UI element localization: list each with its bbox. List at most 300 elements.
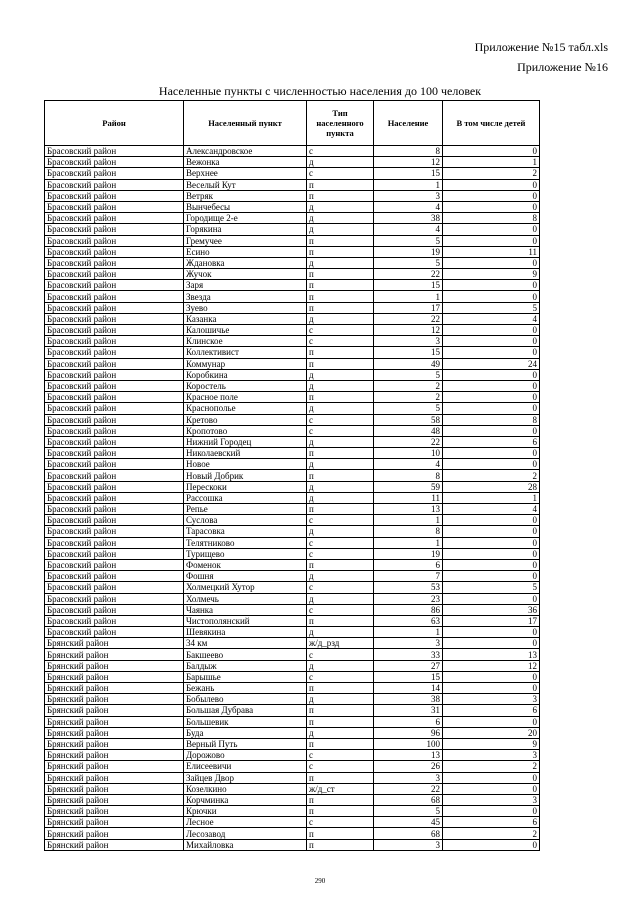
type-cell: п <box>307 794 374 805</box>
children-cell: 0 <box>443 280 540 291</box>
type-cell: с <box>307 168 374 179</box>
population-cell: 14 <box>374 683 443 694</box>
type-cell: д <box>307 157 374 168</box>
attachment-label: Приложение №16 <box>517 60 608 74</box>
table-row <box>45 425 540 436</box>
settlement-cell: Новый Добрик <box>184 470 307 481</box>
district-cell: Брянский район <box>45 638 184 649</box>
settlement-cell: Есино <box>184 246 307 257</box>
children-cell: 0 <box>443 459 540 470</box>
district-cell: Брасовский район <box>45 604 184 615</box>
district-cell: Брасовский район <box>45 257 184 268</box>
district-cell: Брасовский район <box>45 157 184 168</box>
district-cell: Брасовский район <box>45 358 184 369</box>
population-cell: 38 <box>374 694 443 705</box>
district-cell: Брасовский район <box>45 537 184 548</box>
children-cell: 13 <box>443 649 540 660</box>
population-cell: 22 <box>374 269 443 280</box>
table-row <box>45 537 540 548</box>
table-row <box>45 213 540 224</box>
population-cell: 31 <box>374 705 443 716</box>
district-cell: Брянский район <box>45 783 184 794</box>
children-cell: 0 <box>443 291 540 302</box>
settlement-cell: Корчминка <box>184 794 307 805</box>
type-cell: д <box>307 694 374 705</box>
type-cell: с <box>307 537 374 548</box>
children-cell: 0 <box>443 571 540 582</box>
settlement-cell: Красное поле <box>184 392 307 403</box>
type-cell: п <box>307 392 374 403</box>
children-cell: 0 <box>443 235 540 246</box>
population-cell: 5 <box>374 806 443 817</box>
settlement-cell: Фошня <box>184 571 307 582</box>
table-row <box>45 593 540 604</box>
population-cell: 49 <box>374 358 443 369</box>
children-cell: 6 <box>443 705 540 716</box>
district-cell: Брасовский район <box>45 448 184 459</box>
table-row <box>45 414 540 425</box>
table-row <box>45 828 540 839</box>
settlement-cell: Клинское <box>184 336 307 347</box>
table-row <box>45 190 540 201</box>
type-cell: д <box>307 593 374 604</box>
table-row <box>45 358 540 369</box>
population-cell: 68 <box>374 828 443 839</box>
table-row <box>45 459 540 470</box>
population-cell: 5 <box>374 403 443 414</box>
children-cell: 0 <box>443 627 540 638</box>
table-row <box>45 772 540 783</box>
page-number: 290 <box>314 877 326 885</box>
population-cell: 8 <box>374 470 443 481</box>
table-row <box>45 660 540 671</box>
table-row <box>45 448 540 459</box>
settlement-cell: Большевик <box>184 716 307 727</box>
children-cell: 4 <box>443 313 540 324</box>
children-cell: 1 <box>443 157 540 168</box>
population-cell: 12 <box>374 157 443 168</box>
settlement-cell: Ждановка <box>184 257 307 268</box>
district-cell: Брасовский район <box>45 302 184 313</box>
children-cell: 0 <box>443 201 540 212</box>
population-cell: 2 <box>374 380 443 391</box>
population-cell: 6 <box>374 716 443 727</box>
district-cell: Брасовский район <box>45 559 184 570</box>
population-cell: 5 <box>374 369 443 380</box>
type-cell: д <box>307 727 374 738</box>
children-cell: 36 <box>443 604 540 615</box>
district-cell: Брянский район <box>45 794 184 805</box>
table-row <box>45 369 540 380</box>
settlement-cell: Суслова <box>184 515 307 526</box>
type-cell: п <box>307 280 374 291</box>
type-cell: д <box>307 660 374 671</box>
children-cell: 0 <box>443 671 540 682</box>
children-cell: 0 <box>443 772 540 783</box>
settlement-cell: Жучок <box>184 269 307 280</box>
district-cell: Брянский район <box>45 828 184 839</box>
children-cell: 6 <box>443 817 540 828</box>
table-row <box>45 738 540 749</box>
settlement-cell: Вынчебесы <box>184 201 307 212</box>
type-cell: п <box>307 683 374 694</box>
type-cell: д <box>307 627 374 638</box>
settlement-cell: Тарасовка <box>184 526 307 537</box>
district-cell: Брянский район <box>45 694 184 705</box>
children-cell: 0 <box>443 369 540 380</box>
children-cell: 6 <box>443 436 540 447</box>
district-cell: Брасовский район <box>45 146 184 157</box>
district-cell: Брянский район <box>45 738 184 749</box>
settlement-cell: Крючки <box>184 806 307 817</box>
district-cell: Брасовский район <box>45 380 184 391</box>
type-cell: д <box>307 213 374 224</box>
children-cell: 3 <box>443 794 540 805</box>
settlement-cell: Александровское <box>184 146 307 157</box>
type-cell: с <box>307 425 374 436</box>
population-cell: 8 <box>374 146 443 157</box>
column-header-type: Тип населенного пункта <box>307 101 374 146</box>
table-row <box>45 839 540 850</box>
population-cell: 4 <box>374 224 443 235</box>
type-cell: п <box>307 448 374 459</box>
district-cell: Брасовский район <box>45 224 184 235</box>
settlement-cell: Ветряк <box>184 190 307 201</box>
type-cell: д <box>307 481 374 492</box>
district-cell: Брасовский район <box>45 291 184 302</box>
district-cell: Брасовский район <box>45 459 184 470</box>
population-cell: 86 <box>374 604 443 615</box>
children-cell: 0 <box>443 548 540 559</box>
type-cell: п <box>307 302 374 313</box>
children-cell: 5 <box>443 582 540 593</box>
table-row <box>45 257 540 268</box>
population-cell: 6 <box>374 559 443 570</box>
table-row <box>45 325 540 336</box>
district-cell: Брасовский район <box>45 436 184 447</box>
population-cell: 59 <box>374 481 443 492</box>
column-header-population: Население <box>374 101 443 146</box>
district-cell: Брасовский район <box>45 504 184 515</box>
type-cell: с <box>307 515 374 526</box>
district-cell: Брянский район <box>45 761 184 772</box>
population-cell: 19 <box>374 548 443 559</box>
table-row <box>45 492 540 503</box>
district-cell: Брянский район <box>45 705 184 716</box>
settlement-cell: Нижний Городец <box>184 436 307 447</box>
attachment-file-label: Приложение №15 табл.xls <box>474 40 608 54</box>
children-cell: 0 <box>443 347 540 358</box>
children-cell: 20 <box>443 727 540 738</box>
district-cell: Брасовский район <box>45 190 184 201</box>
district-cell: Брянский район <box>45 671 184 682</box>
children-cell: 0 <box>443 559 540 570</box>
children-cell: 0 <box>443 146 540 157</box>
settlement-cell: Фоменок <box>184 559 307 570</box>
district-cell: Брасовский район <box>45 425 184 436</box>
district-cell: Брянский район <box>45 683 184 694</box>
district-cell: Брасовский район <box>45 470 184 481</box>
settlement-cell: Заря <box>184 280 307 291</box>
population-cell: 45 <box>374 817 443 828</box>
table-body <box>45 146 540 851</box>
table-row <box>45 146 540 157</box>
population-cell: 1 <box>374 179 443 190</box>
district-cell: Брасовский район <box>45 347 184 358</box>
type-cell: с <box>307 582 374 593</box>
type-cell: д <box>307 436 374 447</box>
type-cell: с <box>307 146 374 157</box>
table-row <box>45 347 540 358</box>
settlement-cell: Калошичье <box>184 325 307 336</box>
district-cell: Брянский район <box>45 660 184 671</box>
table-row <box>45 817 540 828</box>
type-cell: с <box>307 336 374 347</box>
children-cell: 2 <box>443 761 540 772</box>
population-cell: 53 <box>374 582 443 593</box>
children-cell: 3 <box>443 694 540 705</box>
settlement-cell: Чаянка <box>184 604 307 615</box>
district-cell: Брасовский район <box>45 593 184 604</box>
settlement-cell: Рассошка <box>184 492 307 503</box>
district-cell: Брасовский район <box>45 313 184 324</box>
type-cell: ж/д_ст <box>307 783 374 794</box>
population-cell: 15 <box>374 347 443 358</box>
settlement-cell: Репье <box>184 504 307 515</box>
population-cell: 1 <box>374 627 443 638</box>
district-cell: Брянский район <box>45 716 184 727</box>
type-cell: п <box>307 358 374 369</box>
table-row <box>45 168 540 179</box>
type-cell: п <box>307 504 374 515</box>
population-cell: 1 <box>374 537 443 548</box>
population-cell: 5 <box>374 235 443 246</box>
district-cell: Брянский район <box>45 817 184 828</box>
table-row <box>45 705 540 716</box>
settlement-cell: Бакшеево <box>184 649 307 660</box>
table-row <box>45 794 540 805</box>
settlement-cell: 34 км <box>184 638 307 649</box>
settlement-cell: Веселый Кут <box>184 179 307 190</box>
district-cell: Брасовский район <box>45 515 184 526</box>
column-header-children: В том числе детей <box>443 101 540 146</box>
children-cell: 0 <box>443 336 540 347</box>
table-row <box>45 470 540 481</box>
table-row <box>45 481 540 492</box>
table-row <box>45 201 540 212</box>
settlement-cell: Кропотово <box>184 425 307 436</box>
settlement-cell: Турищево <box>184 548 307 559</box>
settlement-cell: Балдыж <box>184 660 307 671</box>
table-row <box>45 380 540 391</box>
type-cell: п <box>307 705 374 716</box>
table-row <box>45 336 540 347</box>
settlement-cell: Бежань <box>184 683 307 694</box>
type-cell: п <box>307 190 374 201</box>
settlement-cell: Козелкино <box>184 783 307 794</box>
type-cell: п <box>307 738 374 749</box>
children-cell: 28 <box>443 481 540 492</box>
children-cell: 0 <box>443 403 540 414</box>
population-cell: 22 <box>374 313 443 324</box>
settlement-cell: Дорожово <box>184 750 307 761</box>
population-cell: 3 <box>374 638 443 649</box>
table-row <box>45 761 540 772</box>
settlement-cell: Бобылево <box>184 694 307 705</box>
type-cell: п <box>307 615 374 626</box>
children-cell: 24 <box>443 358 540 369</box>
type-cell: д <box>307 492 374 503</box>
table-row <box>45 604 540 615</box>
table-row <box>45 179 540 190</box>
table-row <box>45 571 540 582</box>
settlement-cell: Холмецкий Хутор <box>184 582 307 593</box>
settlement-cell: Зайцев Двор <box>184 772 307 783</box>
type-cell: п <box>307 347 374 358</box>
district-cell: Брасовский район <box>45 179 184 190</box>
children-cell: 0 <box>443 392 540 403</box>
table-row <box>45 269 540 280</box>
settlement-cell: Елисеевичи <box>184 761 307 772</box>
settlement-cell: Кретово <box>184 414 307 425</box>
population-cell: 1 <box>374 291 443 302</box>
district-cell: Брасовский район <box>45 548 184 559</box>
population-cell: 15 <box>374 671 443 682</box>
district-cell: Брасовский район <box>45 325 184 336</box>
type-cell: д <box>307 369 374 380</box>
settlement-cell: Перескоки <box>184 481 307 492</box>
district-cell: Брянский район <box>45 772 184 783</box>
population-cell: 4 <box>374 201 443 212</box>
type-cell: с <box>307 325 374 336</box>
district-cell: Брянский район <box>45 649 184 660</box>
population-cell: 3 <box>374 190 443 201</box>
population-cell: 8 <box>374 526 443 537</box>
district-cell: Брасовский район <box>45 392 184 403</box>
population-cell: 68 <box>374 794 443 805</box>
type-cell: с <box>307 817 374 828</box>
type-cell: с <box>307 649 374 660</box>
children-cell: 0 <box>443 783 540 794</box>
district-cell: Брасовский район <box>45 615 184 626</box>
children-cell: 0 <box>443 190 540 201</box>
settlement-cell: Лесное <box>184 817 307 828</box>
population-cell: 15 <box>374 168 443 179</box>
children-cell: 11 <box>443 246 540 257</box>
type-cell: п <box>307 839 374 850</box>
children-cell: 0 <box>443 716 540 727</box>
table-row <box>45 235 540 246</box>
table-row <box>45 750 540 761</box>
children-cell: 0 <box>443 380 540 391</box>
settlement-cell: Михайловка <box>184 839 307 850</box>
settlement-cell: Буда <box>184 727 307 738</box>
type-cell: д <box>307 526 374 537</box>
table-row <box>45 615 540 626</box>
table-row <box>45 559 540 570</box>
settlement-cell: Горякина <box>184 224 307 235</box>
type-cell: д <box>307 257 374 268</box>
table-row <box>45 582 540 593</box>
population-cell: 19 <box>374 246 443 257</box>
settlement-cell: Звезда <box>184 291 307 302</box>
type-cell: ж/д_рзд <box>307 638 374 649</box>
children-cell: 0 <box>443 425 540 436</box>
children-cell: 3 <box>443 750 540 761</box>
settlement-cell: Зуево <box>184 302 307 313</box>
table-row <box>45 403 540 414</box>
table-row <box>45 246 540 257</box>
district-cell: Брасовский район <box>45 213 184 224</box>
population-cell: 23 <box>374 593 443 604</box>
children-cell: 0 <box>443 179 540 190</box>
children-cell: 0 <box>443 593 540 604</box>
population-cell: 10 <box>374 448 443 459</box>
table-row <box>45 638 540 649</box>
settlement-cell: Чистополянский <box>184 615 307 626</box>
population-cell: 5 <box>374 257 443 268</box>
population-cell: 17 <box>374 302 443 313</box>
type-cell: д <box>307 403 374 414</box>
type-cell: п <box>307 559 374 570</box>
table-row <box>45 291 540 302</box>
children-cell: 0 <box>443 325 540 336</box>
district-cell: Брасовский район <box>45 481 184 492</box>
children-cell: 0 <box>443 537 540 548</box>
column-header-settlement: Населенный пункт <box>184 101 307 146</box>
children-cell: 0 <box>443 257 540 268</box>
type-cell: п <box>307 246 374 257</box>
children-cell: 2 <box>443 168 540 179</box>
population-cell: 22 <box>374 783 443 794</box>
settlement-cell: Николаевский <box>184 448 307 459</box>
table-row <box>45 280 540 291</box>
settlement-cell: Коростель <box>184 380 307 391</box>
district-cell: Брасовский район <box>45 235 184 246</box>
type-cell: п <box>307 235 374 246</box>
children-cell: 9 <box>443 738 540 749</box>
district-cell: Брасовский район <box>45 280 184 291</box>
population-cell: 11 <box>374 492 443 503</box>
settlement-cell: Шевякина <box>184 627 307 638</box>
population-cell: 63 <box>374 615 443 626</box>
population-cell: 1 <box>374 515 443 526</box>
population-cell: 13 <box>374 750 443 761</box>
table-header-row <box>45 101 540 146</box>
population-cell: 12 <box>374 325 443 336</box>
population-cell: 27 <box>374 660 443 671</box>
population-cell: 2 <box>374 392 443 403</box>
district-cell: Брасовский район <box>45 627 184 638</box>
district-cell: Брянский район <box>45 750 184 761</box>
children-cell: 0 <box>443 526 540 537</box>
settlement-cell: Вежонка <box>184 157 307 168</box>
population-cell: 3 <box>374 336 443 347</box>
type-cell: с <box>307 761 374 772</box>
population-cell: 4 <box>374 459 443 470</box>
children-cell: 5 <box>443 302 540 313</box>
type-cell: п <box>307 291 374 302</box>
table-row <box>45 694 540 705</box>
children-cell: 0 <box>443 224 540 235</box>
table-row <box>45 224 540 235</box>
type-cell: п <box>307 470 374 481</box>
settlement-cell: Краснополье <box>184 403 307 414</box>
children-cell: 17 <box>443 615 540 626</box>
type-cell: д <box>307 380 374 391</box>
type-cell: п <box>307 269 374 280</box>
district-cell: Брасовский район <box>45 336 184 347</box>
